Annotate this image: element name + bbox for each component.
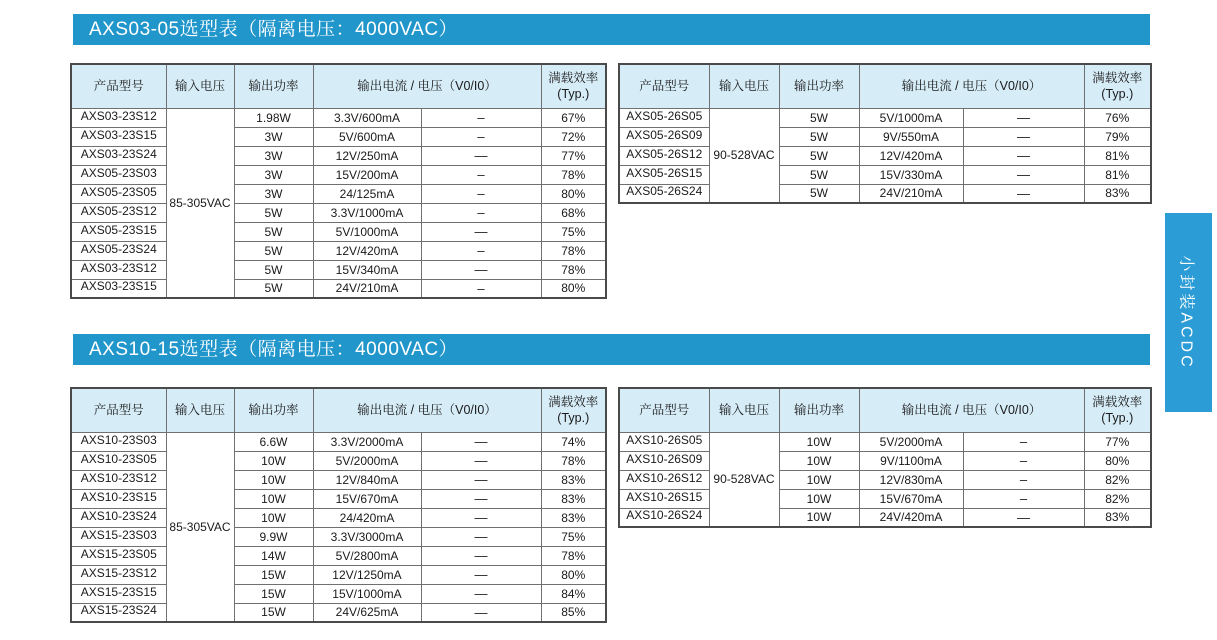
col-header-efficiency: 满载效率 (Typ.) [1084, 388, 1151, 432]
power-cell: 14W [234, 546, 313, 565]
eff-cell: 68% [541, 203, 606, 222]
table-row [619, 451, 1151, 470]
col-header-model: 产品型号 [71, 388, 166, 432]
table-row [71, 470, 606, 489]
eff-cell: 75% [541, 222, 606, 241]
dash-cell: — [963, 127, 1084, 146]
table-row [71, 451, 606, 470]
model-text: AXS10-26S09 [626, 451, 703, 466]
vi-cell: 12V/420mA [859, 146, 963, 165]
eff-cell: 77% [541, 146, 606, 165]
model-text: AXS10-23S12 [80, 470, 157, 485]
dash-cell: – [421, 203, 541, 222]
power-cell: 5W [234, 222, 313, 241]
input-voltage-cell: 90-528VAC [709, 432, 779, 527]
col-header-model: 产品型号 [619, 388, 709, 432]
power-cell: 5W [234, 241, 313, 260]
vi-cell: 5V/2000mA [313, 451, 421, 470]
eff-cell: 76% [1084, 108, 1151, 127]
table-row [71, 489, 606, 508]
col-header-efficiency: 满载效率 (Typ.) [541, 388, 606, 432]
eff-cell: 83% [541, 489, 606, 508]
model-text: AXS05-26S12 [626, 146, 703, 161]
vi-cell: 15V/200mA [313, 165, 421, 184]
col-header-model: 产品型号 [619, 64, 709, 108]
eff-cell: 79% [1084, 127, 1151, 146]
header-row [619, 64, 1151, 108]
model-text: AXS03-23S15 [80, 127, 157, 142]
power-cell: 5W [234, 260, 313, 279]
eff-cell: 80% [541, 184, 606, 203]
model-cell [71, 165, 166, 184]
header-row [71, 64, 606, 108]
model-text: AXS05-23S15 [80, 222, 157, 237]
vi-cell: 15V/340mA [313, 260, 421, 279]
eff-cell: 81% [1084, 146, 1151, 165]
dash-cell: — [963, 165, 1084, 184]
model-cell [619, 489, 709, 508]
model-text: AXS05-23S03 [80, 165, 157, 180]
dash-cell: — [421, 222, 541, 241]
model-text: AXS05-26S09 [626, 127, 703, 142]
model-cell [71, 565, 166, 584]
col-header-output-power: 输出功率 [234, 388, 313, 432]
table-row [619, 184, 1151, 203]
model-text: AXS15-23S12 [80, 565, 157, 580]
eff-cell: 80% [541, 565, 606, 584]
model-cell [71, 432, 166, 451]
vi-cell: 3.3V/1000mA [313, 203, 421, 222]
power-cell: 5W [779, 165, 859, 184]
dash-cell: — [421, 527, 541, 546]
table-row [619, 432, 1151, 451]
table-row [71, 432, 606, 451]
model-cell [619, 146, 709, 165]
table-row [71, 279, 606, 298]
power-cell: 10W [234, 451, 313, 470]
dash-cell: – [421, 279, 541, 298]
table-row [71, 584, 606, 603]
table-row [71, 260, 606, 279]
table-row [71, 108, 606, 127]
eff-cell: 78% [541, 260, 606, 279]
model-text: AXS10-23S05 [80, 451, 157, 466]
dash-cell: — [963, 184, 1084, 203]
eff-cell: 83% [541, 470, 606, 489]
selection-table-axs03-05-right [618, 63, 1152, 204]
eff-cell: 74% [541, 432, 606, 451]
model-text: AXS15-23S03 [80, 527, 157, 542]
model-cell [71, 260, 166, 279]
dash-cell: — [421, 603, 541, 622]
model-text: AXS05-26S15 [626, 165, 703, 180]
section-title-axs10-15: AXS10-15选型表（隔离电压：4000VAC） [73, 334, 1150, 365]
model-cell [619, 165, 709, 184]
power-cell: 10W [234, 508, 313, 527]
vi-cell: 9V/550mA [859, 127, 963, 146]
dash-cell: – [421, 165, 541, 184]
table-row [71, 565, 606, 584]
dash-cell: — [421, 470, 541, 489]
col-header-output-vi: 输出电流 / 电压（V0/I0） [859, 388, 1084, 432]
model-text: AXS03-23S24 [80, 146, 157, 161]
table-row [71, 603, 606, 622]
eff-cell: 81% [1084, 165, 1151, 184]
eff-cell: 78% [541, 546, 606, 565]
table-row [619, 146, 1151, 165]
eff-cell: 80% [1084, 451, 1151, 470]
power-cell: 3W [234, 165, 313, 184]
model-cell [71, 584, 166, 603]
vi-cell: 12V/250mA [313, 146, 421, 165]
table-row [71, 203, 606, 222]
power-cell: 5W [234, 279, 313, 298]
vi-cell: 5V/600mA [313, 127, 421, 146]
selection-table-axs10-15-left [70, 387, 607, 623]
model-text: AXS10-23S15 [80, 489, 157, 504]
model-text: AXS05-23S05 [80, 184, 157, 199]
vi-cell: 12V/1250mA [313, 565, 421, 584]
eff-cell: 82% [1084, 489, 1151, 508]
power-cell: 10W [234, 470, 313, 489]
power-cell: 3W [234, 127, 313, 146]
vi-cell: 12V/420mA [313, 241, 421, 260]
model-cell [71, 279, 166, 298]
model-text: AXS15-23S05 [80, 546, 157, 561]
model-cell [71, 184, 166, 203]
dash-cell: – [963, 470, 1084, 489]
model-cell [71, 470, 166, 489]
model-cell [71, 489, 166, 508]
vi-cell: 12V/840mA [313, 470, 421, 489]
dash-cell: — [421, 546, 541, 565]
power-cell: 6.6W [234, 432, 313, 451]
dash-cell: — [421, 260, 541, 279]
col-header-output-power: 输出功率 [779, 64, 859, 108]
model-text: AXS05-26S24 [626, 184, 703, 199]
eff-cell: 67% [541, 108, 606, 127]
power-cell: 3W [234, 146, 313, 165]
table-row [619, 470, 1151, 489]
model-cell [619, 508, 709, 527]
eff-cell: 83% [1084, 184, 1151, 203]
power-cell: 1.98W [234, 108, 313, 127]
col-header-efficiency: 满载效率 (Typ.) [541, 64, 606, 108]
vi-cell: 3.3V/3000mA [313, 527, 421, 546]
model-cell [71, 546, 166, 565]
table-row [619, 165, 1151, 184]
table-row [71, 546, 606, 565]
model-text: AXS15-23S24 [80, 603, 157, 618]
power-cell: 5W [779, 184, 859, 203]
model-cell [71, 146, 166, 165]
model-cell [619, 184, 709, 203]
col-header-output-vi: 输出电流 / 电压（V0/I0） [859, 64, 1084, 108]
model-text: AXS10-23S03 [80, 432, 157, 447]
vi-cell: 5V/1000mA [313, 222, 421, 241]
model-text: AXS10-26S15 [626, 489, 703, 504]
power-cell: 10W [779, 508, 859, 527]
col-header-input-voltage: 输入电压 [709, 388, 779, 432]
vi-cell: 15V/670mA [313, 489, 421, 508]
vi-cell: 3.3V/2000mA [313, 432, 421, 451]
eff-cell: 75% [541, 527, 606, 546]
col-header-input-voltage: 输入电压 [166, 64, 234, 108]
model-text: AXS10-23S24 [80, 508, 157, 523]
model-cell [619, 470, 709, 489]
model-cell [619, 432, 709, 451]
dash-cell: – [421, 241, 541, 260]
power-cell: 9.9W [234, 527, 313, 546]
eff-cell: 84% [541, 584, 606, 603]
model-cell [71, 203, 166, 222]
eff-cell: 72% [541, 127, 606, 146]
power-cell: 10W [779, 451, 859, 470]
header-row [71, 388, 606, 432]
input-voltage-cell: 85-305VAC [166, 432, 234, 622]
model-cell [71, 451, 166, 470]
power-cell: 5W [779, 127, 859, 146]
table-row [619, 108, 1151, 127]
model-cell [71, 241, 166, 260]
input-voltage-cell: 85-305VAC [166, 108, 234, 298]
table-row [71, 527, 606, 546]
power-cell: 15W [234, 565, 313, 584]
model-cell [71, 527, 166, 546]
model-text: AXS03-23S15 [80, 279, 157, 294]
dash-cell: – [963, 451, 1084, 470]
power-cell: 10W [234, 489, 313, 508]
dash-cell: — [421, 146, 541, 165]
model-cell [619, 108, 709, 127]
col-header-efficiency: 满载效率 (Typ.) [1084, 64, 1151, 108]
model-text: AXS10-26S12 [626, 470, 703, 485]
eff-cell: 78% [541, 241, 606, 260]
dash-cell: — [421, 584, 541, 603]
model-cell [71, 222, 166, 241]
vi-cell: 5V/1000mA [859, 108, 963, 127]
model-cell [619, 451, 709, 470]
vi-cell: 24/420mA [313, 508, 421, 527]
vi-cell: 5V/2800mA [313, 546, 421, 565]
table-row [71, 165, 606, 184]
table-row [619, 489, 1151, 508]
vi-cell: 24V/625mA [313, 603, 421, 622]
dash-cell: – [963, 432, 1084, 451]
table-row [71, 241, 606, 260]
model-text: AXS05-26S05 [626, 108, 703, 123]
power-cell: 3W [234, 184, 313, 203]
vi-cell: 12V/830mA [859, 470, 963, 489]
power-cell: 5W [779, 146, 859, 165]
vi-cell: 24V/420mA [859, 508, 963, 527]
model-text: AXS10-26S24 [626, 508, 703, 523]
dash-cell: – [421, 108, 541, 127]
dash-cell: – [421, 127, 541, 146]
selection-table-axs03-05-left [70, 63, 607, 299]
model-cell [619, 127, 709, 146]
model-cell [71, 603, 166, 622]
input-voltage-cell: 90-528VAC [709, 108, 779, 203]
vi-cell: 9V/1100mA [859, 451, 963, 470]
model-text: AXS05-23S12 [80, 203, 157, 218]
model-cell [71, 127, 166, 146]
col-header-output-vi: 输出电流 / 电压（V0/I0） [313, 64, 541, 108]
eff-cell: 78% [541, 451, 606, 470]
dash-cell: — [421, 489, 541, 508]
power-cell: 10W [779, 432, 859, 451]
model-text: AXS03-23S12 [80, 260, 157, 275]
model-cell [71, 108, 166, 127]
eff-cell: 83% [541, 508, 606, 527]
selection-table-axs10-15-right [618, 387, 1152, 528]
dash-cell: — [421, 451, 541, 470]
vi-cell: 15V/330mA [859, 165, 963, 184]
eff-cell: 82% [1084, 470, 1151, 489]
table-row [71, 146, 606, 165]
vi-cell: 3.3V/600mA [313, 108, 421, 127]
dash-cell: — [963, 108, 1084, 127]
vi-cell: 24V/210mA [859, 184, 963, 203]
side-tab-small-package-acdc [1165, 213, 1212, 412]
model-text: AXS05-23S24 [80, 241, 157, 256]
table-row [619, 508, 1151, 527]
table-row [71, 222, 606, 241]
dash-cell: – [421, 184, 541, 203]
col-header-output-vi: 输出电流 / 电压（V0/I0） [313, 388, 541, 432]
vi-cell: 15V/1000mA [313, 584, 421, 603]
dash-cell: — [421, 508, 541, 527]
eff-cell: 77% [1084, 432, 1151, 451]
table-row [71, 184, 606, 203]
eff-cell: 83% [1084, 508, 1151, 527]
col-header-input-voltage: 输入电压 [166, 388, 234, 432]
table-row [71, 508, 606, 527]
table-row [71, 127, 606, 146]
dash-cell: — [421, 565, 541, 584]
dash-cell: — [963, 508, 1084, 527]
model-text: AXS15-23S15 [80, 584, 157, 599]
vi-cell: 15V/670mA [859, 489, 963, 508]
eff-cell: 80% [541, 279, 606, 298]
eff-cell: 78% [541, 165, 606, 184]
side-tab-label: 小封装ACDC [1178, 255, 1195, 370]
power-cell: 5W [779, 108, 859, 127]
col-header-model: 产品型号 [71, 64, 166, 108]
model-cell [71, 508, 166, 527]
eff-cell: 85% [541, 603, 606, 622]
header-row [619, 388, 1151, 432]
power-cell: 15W [234, 584, 313, 603]
section-title-axs03-05: AXS03-05选型表（隔离电压：4000VAC） [73, 14, 1150, 45]
vi-cell: 5V/2000mA [859, 432, 963, 451]
model-text: AXS03-23S12 [80, 108, 157, 123]
vi-cell: 24V/210mA [313, 279, 421, 298]
power-cell: 10W [779, 470, 859, 489]
col-header-output-power: 输出功率 [779, 388, 859, 432]
col-header-input-voltage: 输入电压 [709, 64, 779, 108]
dash-cell: – [963, 489, 1084, 508]
col-header-output-power: 输出功率 [234, 64, 313, 108]
table-row [619, 127, 1151, 146]
power-cell: 10W [779, 489, 859, 508]
model-text: AXS10-26S05 [626, 432, 703, 447]
vi-cell: 24/125mA [313, 184, 421, 203]
dash-cell: — [963, 146, 1084, 165]
dash-cell: — [421, 432, 541, 451]
power-cell: 15W [234, 603, 313, 622]
power-cell: 5W [234, 203, 313, 222]
